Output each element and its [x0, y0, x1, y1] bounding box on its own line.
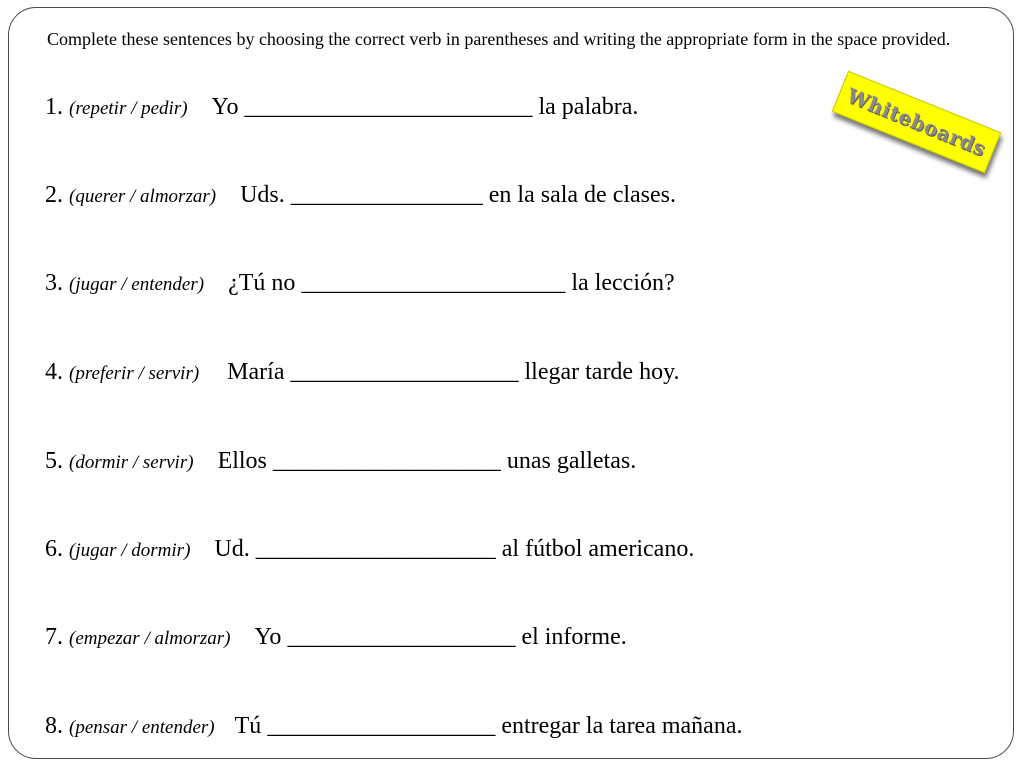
sentence-start: María: [227, 359, 285, 385]
answer-blank[interactable]: ___________________: [287, 624, 516, 650]
sentence-4: [45, 357, 680, 389]
verb-hint: (empezar / almorzar): [69, 628, 231, 649]
sentence-start: Uds.: [240, 182, 285, 208]
sentence-end: la lección?: [571, 270, 675, 296]
item-number: 7.: [45, 624, 63, 650]
sentence-start: Tú: [234, 713, 262, 739]
sentence-end: unas galletas.: [506, 448, 637, 474]
sentence-2: [45, 180, 676, 212]
answer-blank[interactable]: ________________________: [244, 94, 533, 120]
sentence-start: ¿Tú no: [228, 270, 296, 296]
instructions-text: Complete these sentences by choosing the correct verb in parentheses and writing the appropriate form in the space provided.: [47, 29, 951, 49]
verb-hint: (jugar / entender): [69, 274, 205, 295]
answer-blank[interactable]: ____________________: [255, 536, 496, 562]
answer-blank[interactable]: ________________: [290, 182, 483, 208]
verb-hint: (preferir / servir): [69, 363, 200, 384]
answer-blank[interactable]: ___________________: [267, 713, 496, 739]
verb-hint: (repetir / pedir): [69, 98, 188, 119]
sentence-3: [45, 268, 675, 300]
item-number: 6.: [45, 536, 63, 562]
answer-blank[interactable]: ___________________: [290, 359, 519, 385]
sentence-end: al fútbol americano.: [501, 536, 695, 562]
sentence-start: Ud.: [214, 536, 250, 562]
sentence-end: el informe.: [521, 624, 627, 650]
verb-hint: (jugar / dormir): [69, 540, 191, 561]
sentence-end: llegar tarde hoy.: [524, 359, 680, 385]
answer-blank[interactable]: ___________________: [272, 448, 501, 474]
whiteboards-badge: Whiteboards: [832, 71, 1001, 174]
sentence-5: [45, 446, 636, 478]
sentence-7: [45, 622, 627, 654]
item-number: 2.: [45, 182, 63, 208]
item-number: 8.: [45, 713, 63, 739]
item-number: 1.: [45, 94, 63, 120]
item-number: 5.: [45, 448, 63, 474]
sentence-end: en la sala de clases.: [488, 182, 676, 208]
verb-hint: (dormir / servir): [69, 452, 194, 473]
sentence-end: la palabra.: [538, 94, 639, 120]
sentence-end: entregar la tarea mañana.: [501, 713, 743, 739]
item-number: 4.: [45, 359, 63, 385]
sentence-start: Yo: [211, 94, 239, 120]
sentence-start: Yo: [254, 624, 282, 650]
sentence-8: [45, 711, 742, 743]
answer-blank[interactable]: ______________________: [301, 270, 566, 296]
sentence-start: Ellos: [217, 448, 267, 474]
sentence-6: [45, 534, 694, 566]
verb-hint: (querer / almorzar): [69, 186, 217, 207]
item-number: 3.: [45, 270, 63, 296]
sentence-1: [45, 92, 638, 124]
verb-hint: (pensar / entender): [69, 717, 215, 738]
